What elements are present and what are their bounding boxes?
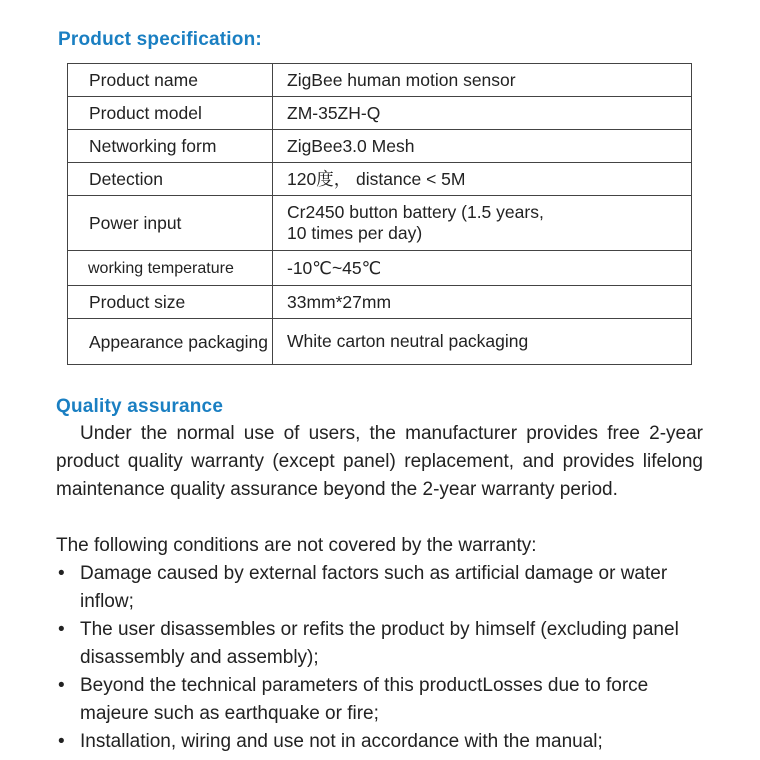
spec-label-product-name: Product name: [68, 64, 273, 97]
bullet-icon: •: [58, 731, 65, 752]
table-row: [68, 130, 692, 163]
specification-table: [67, 63, 692, 365]
spec-value-appearance-packaging: White carton neutral packaging: [273, 319, 692, 365]
list-item-text: Beyond the technical parameters of this productLosses due to force majeure such as earthquake or fire;: [80, 675, 649, 724]
table-row: [68, 251, 692, 286]
spec-value-power-input: Cr2450 button battery (1.5 years, 10 times per day): [273, 196, 692, 251]
spec-value-working-temperature: -10℃~45℃: [273, 251, 692, 286]
table-row: [68, 97, 692, 130]
product-specification-heading: Product specification:: [58, 29, 262, 50]
list-item: [56, 672, 706, 728]
list-item: [56, 616, 706, 672]
spec-value-product-model: ZM-35ZH-Q: [273, 97, 692, 130]
exclusions-list: [56, 560, 706, 756]
bullet-icon: •: [58, 675, 65, 696]
bullet-icon: •: [58, 563, 65, 584]
spec-label-appearance-packaging: Appearance packaging: [68, 319, 273, 365]
list-item-text: The user disassembles or refits the product by himself (excluding panel disassembly and assembly);: [80, 619, 679, 668]
table-row: [68, 319, 692, 365]
table-row: [68, 163, 692, 196]
list-item: [56, 728, 706, 756]
quality-assurance-heading: Quality assurance: [56, 396, 224, 417]
spec-label-working-temperature: working temperature: [68, 251, 273, 286]
spec-label-product-size: Product size: [68, 286, 273, 319]
spec-label-power-input: Power input: [68, 196, 273, 251]
exclusions-intro: The following conditions are not covered by the warranty:: [56, 535, 537, 556]
spec-value-networking-form: ZigBee3.0 Mesh: [273, 130, 692, 163]
warranty-paragraph: Under the normal use of users, the manufacturer provides free 2-year product quality warranty (except panel) replacement, and provides lifelong maintenance quality assurance beyond the 2-year warranty period.: [56, 423, 703, 500]
list-item-text: Damage caused by external factors such as artificial damage or water inflow;: [80, 563, 668, 612]
spec-label-networking-form: Networking form: [68, 130, 273, 163]
table-row: [68, 64, 692, 97]
spec-label-detection: Detection: [68, 163, 273, 196]
spec-label-product-model: Product model: [68, 97, 273, 130]
list-item-text: Installation, wiring and use not in accordance with the manual;: [80, 731, 603, 752]
spec-value-detection: 120度， distance < 5M: [273, 163, 692, 196]
bullet-icon: •: [58, 619, 65, 640]
spec-value-product-size: 33mm*27mm: [273, 286, 692, 319]
table-row: [68, 196, 692, 251]
spec-value-product-name: ZigBee human motion sensor: [273, 64, 692, 97]
table-row: [68, 286, 692, 319]
list-item: [56, 560, 706, 616]
